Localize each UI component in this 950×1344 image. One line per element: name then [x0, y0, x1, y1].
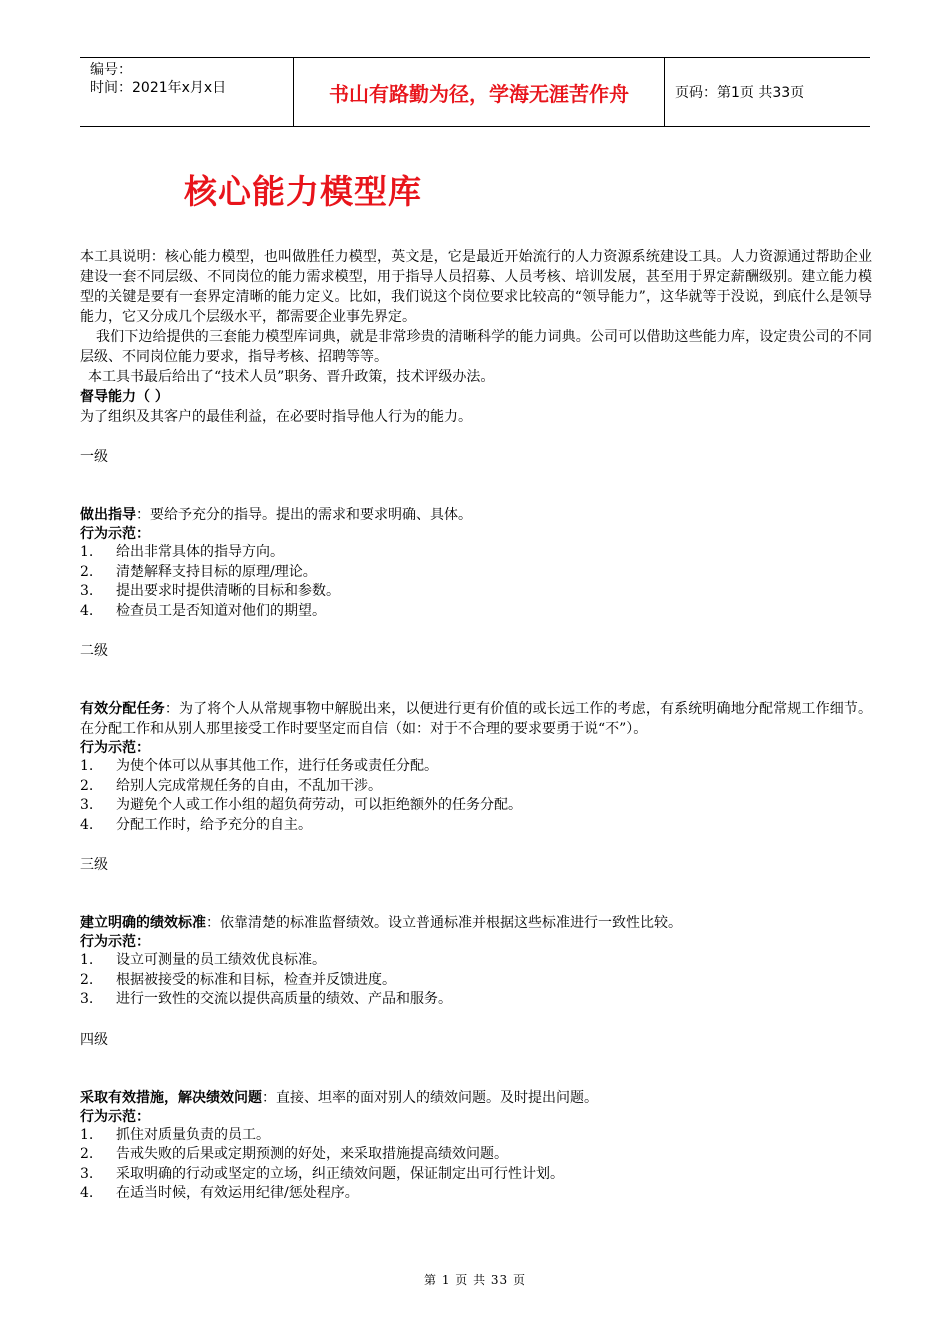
list-item: [80, 1145, 872, 1165]
list-item: [80, 757, 872, 777]
list-item-text: 采取明确的行动或坚定的立场，纠正绩效问题，保证制定出可行性计划。: [116, 1165, 564, 1182]
level-description: [80, 1088, 872, 1108]
list-item-number: 2.: [80, 777, 94, 794]
list-item-text: 给出非常具体的指导方向。: [116, 544, 284, 560]
list-item-number: 3.: [80, 1165, 94, 1182]
behavior-list: [80, 757, 872, 835]
header-meta: [80, 58, 294, 126]
examples-label: 行为示范：: [80, 740, 150, 756]
examples-label: 行为示范：: [80, 934, 150, 950]
intro-section: [80, 247, 872, 387]
level-desc-text: ：要给予充分的指导。提出的需求和要求明确、具体。: [136, 507, 472, 523]
list-item-number: 3.: [80, 583, 94, 599]
list-item: [80, 1184, 872, 1204]
document-header: [80, 57, 870, 127]
list-item: [80, 602, 872, 622]
list-item-number: 3.: [80, 797, 94, 813]
list-item-number: 4.: [80, 816, 94, 833]
list-item-number: 2.: [80, 1146, 94, 1162]
list-item-number: 2.: [80, 971, 94, 988]
header-page-label: 页码：第1页 共33页: [675, 85, 805, 101]
list-item-number: 4.: [80, 602, 94, 619]
levels-container: [80, 447, 872, 1204]
level-desc-text: ：依靠清楚的标准监督绩效。设立普通标准并根据这些标准进行一致性比较。: [206, 915, 682, 931]
list-item: [80, 582, 872, 602]
list-item-number: 1.: [80, 952, 94, 968]
list-item: [80, 1126, 872, 1146]
level-desc-text: ：直接、坦率的面对别人的绩效问题。及时提出问题。: [262, 1089, 598, 1106]
level-description: [80, 913, 872, 933]
level-title: 有效分配任务: [80, 701, 165, 717]
list-item-text: 检查员工是否知道对他们的期望。: [116, 602, 326, 619]
capability-definition: 为了组织及其客户的最佳利益，在必要时指导他人行为的能力。: [80, 409, 472, 425]
list-item-text: 为使个体可以从事其他工作，进行任务或责任分配。: [116, 758, 438, 774]
list-item-text: 在适当时候，有效运用纪律/惩处程序。: [116, 1185, 359, 1201]
examples-label: 行为示范：: [80, 1108, 150, 1125]
list-item-number: 3.: [80, 991, 94, 1007]
list-item-text: 分配工作时，给予充分的自主。: [116, 816, 312, 833]
level-title: 采取有效措施，解决绩效问题: [80, 1089, 262, 1106]
document-body: [80, 247, 872, 1204]
level-desc-text: ：为了将个人从常规事物中解脱出来，以便进行更有价值的或长远工作的考虑，有系统明确地分配常规工作细节。在分配工作和从别人那里接受工作时要坚定而自信（如：对于不合理的要求要勇于说“不”）。: [80, 701, 872, 737]
level-title: 做出指导: [80, 507, 136, 523]
list-item-number: 1.: [80, 1126, 94, 1143]
level-heading: 四级: [80, 1031, 108, 1048]
list-item-number: 2.: [80, 563, 94, 580]
level-heading: 一级: [80, 449, 108, 465]
list-item-text: 给别人完成常规任务的自由，不乱加干涉。: [116, 777, 382, 794]
capability-name: 督导能力（ ）: [80, 389, 169, 405]
list-item: [80, 990, 872, 1010]
behavior-list: [80, 951, 872, 1010]
list-item: [80, 777, 872, 797]
list-item: [80, 543, 872, 563]
examples-label: 行为示范：: [80, 526, 150, 542]
list-item: [80, 816, 872, 836]
list-item-text: 清楚解释支持目标的原理/理论。: [116, 563, 317, 580]
list-item: [80, 796, 872, 816]
list-item-text: 提出要求时提供清晰的目标和参数。: [116, 583, 340, 599]
intro-paragraph: 本工具书最后给出了“技术人员”职务、晋升政策，技术评级办法。: [88, 369, 495, 385]
list-item: [80, 1165, 872, 1185]
list-item-text: 进行一致性的交流以提供高质量的绩效、产品和服务。: [116, 991, 452, 1007]
document-title: 核心能力模型库: [184, 172, 422, 211]
page-footer: 第 1 页 共 33 页: [424, 1273, 526, 1287]
level-heading: 二级: [80, 643, 108, 659]
list-item-text: 抓住对质量负责的员工。: [116, 1126, 270, 1143]
intro-paragraph: 我们下边给提供的三套能力模型库词典，就是非常珍贵的清晰科学的能力词典。公司可以借助这些能力库，设定贵公司的不同层级、不同岗位能力要求，指导考核、招聘等等。: [80, 329, 872, 365]
level-description: [80, 505, 872, 525]
list-item-number: 1.: [80, 544, 94, 560]
list-item-number: 1.: [80, 758, 94, 774]
list-item-text: 根据被接受的标准和目标，检查并反馈进度。: [116, 971, 396, 988]
list-item-text: 告戒失败的后果或定期预测的好处，来采取措施提高绩效问题。: [116, 1146, 508, 1162]
list-item: [80, 563, 872, 583]
level-heading: 三级: [80, 857, 108, 873]
intro-paragraph: 本工具说明：核心能力模型，也叫做胜任力模型，英文是，它是最近开始流行的人力资源系统建设工具。人力资源通过帮助企业建设一套不同层级、不同岗位的能力需求模型，用于指导人员招募、人员考核、培训发展，甚至用于界定薪酬级别。建立能力模型的关键是要有一套界定清晰的能力定义。比如，我们说这个岗位要求比较高的“领导能力”，这华就等于没说，到底什么是领导能力，它又分成几个层级水平，都需要企业事先界定。: [80, 249, 872, 325]
list-item-text: 设立可测量的员工绩效优良标准。: [116, 952, 326, 968]
level-title: 建立明确的绩效标准: [80, 915, 206, 931]
level-description: [80, 699, 872, 739]
list-item-text: 为避免个人或工作小组的超负荷劳动，可以拒绝额外的任务分配。: [116, 797, 522, 813]
date-label: 时间：2021年x月x日: [90, 80, 227, 96]
list-item: [80, 951, 872, 971]
list-item-number: 4.: [80, 1185, 94, 1201]
number-label: 编号：: [90, 62, 132, 78]
header-motto: 书山有路勤为径，学海无涯苦作舟: [294, 58, 665, 126]
behavior-list: [80, 543, 872, 621]
list-item: [80, 971, 872, 991]
behavior-list: [80, 1126, 872, 1204]
